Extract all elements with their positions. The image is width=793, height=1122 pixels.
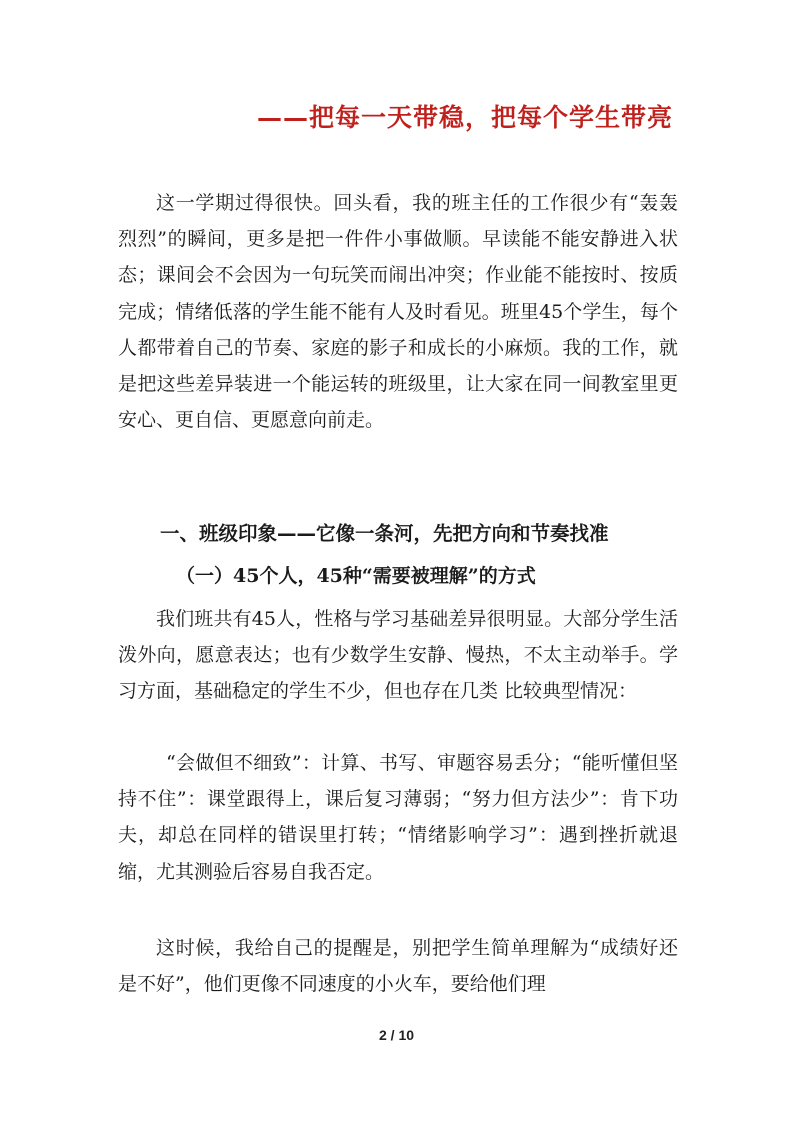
student-types-paragraph: “会做但不细致”：计算、书写、审题容易丢分；“能听懂但坚持不住”：课堂跟得上，课后复习薄弱；“努力但方法少”：肯下功夫，却总在同样的错误里打转；“情绪影响学习”：遇到挫折就退缩，尤其测验后容易自我否定。 bbox=[118, 752, 678, 883]
page-number: 2 / 10 bbox=[378, 1027, 415, 1043]
intro-paragraph: 这一学期过得很快。回头看，我的班主任的工作很少有“轰轰烈烈”的瞬间，更多是把一件件小事做顺。早读能不能安静进入状态；课间会不会因为一句玩笑而闹出冲突；作业能不能按时、按质完成；情绪低落的学生能不能有人及时看见。班里45个学生，每个人都带着自己的节奏、家庭的影子和成长的小麻烦。我的工作，就是把这些差异装进一个能运转的班级里，让大家在同一间教室里更安心、更自信、更愿意向前走。 bbox=[118, 192, 678, 432]
document-subtitle: ——把每一天带稳，把每个学生带亮 bbox=[256, 103, 673, 132]
subsection-heading: （一）45个人，45种“需要被理解”的方式 bbox=[176, 565, 536, 587]
section-heading: 一、班级印象——它像一条河，先把方向和节奏找准 bbox=[160, 522, 609, 545]
reminder-paragraph: 这时候，我给自己的提醒是，别把学生简单理解为“成绩好还是不好”，他们更像不同速度的小火车，要给他们理 bbox=[118, 937, 678, 996]
class-description-paragraph: 我们班共有45人，性格与学习基础差异很明显。大部分学生活泼外向，愿意表达；也有少数学生安静、慢热，不太主动举手。学习方面，基础稳定的学生不少，但也存在几类 比较典型情况： bbox=[118, 608, 678, 703]
